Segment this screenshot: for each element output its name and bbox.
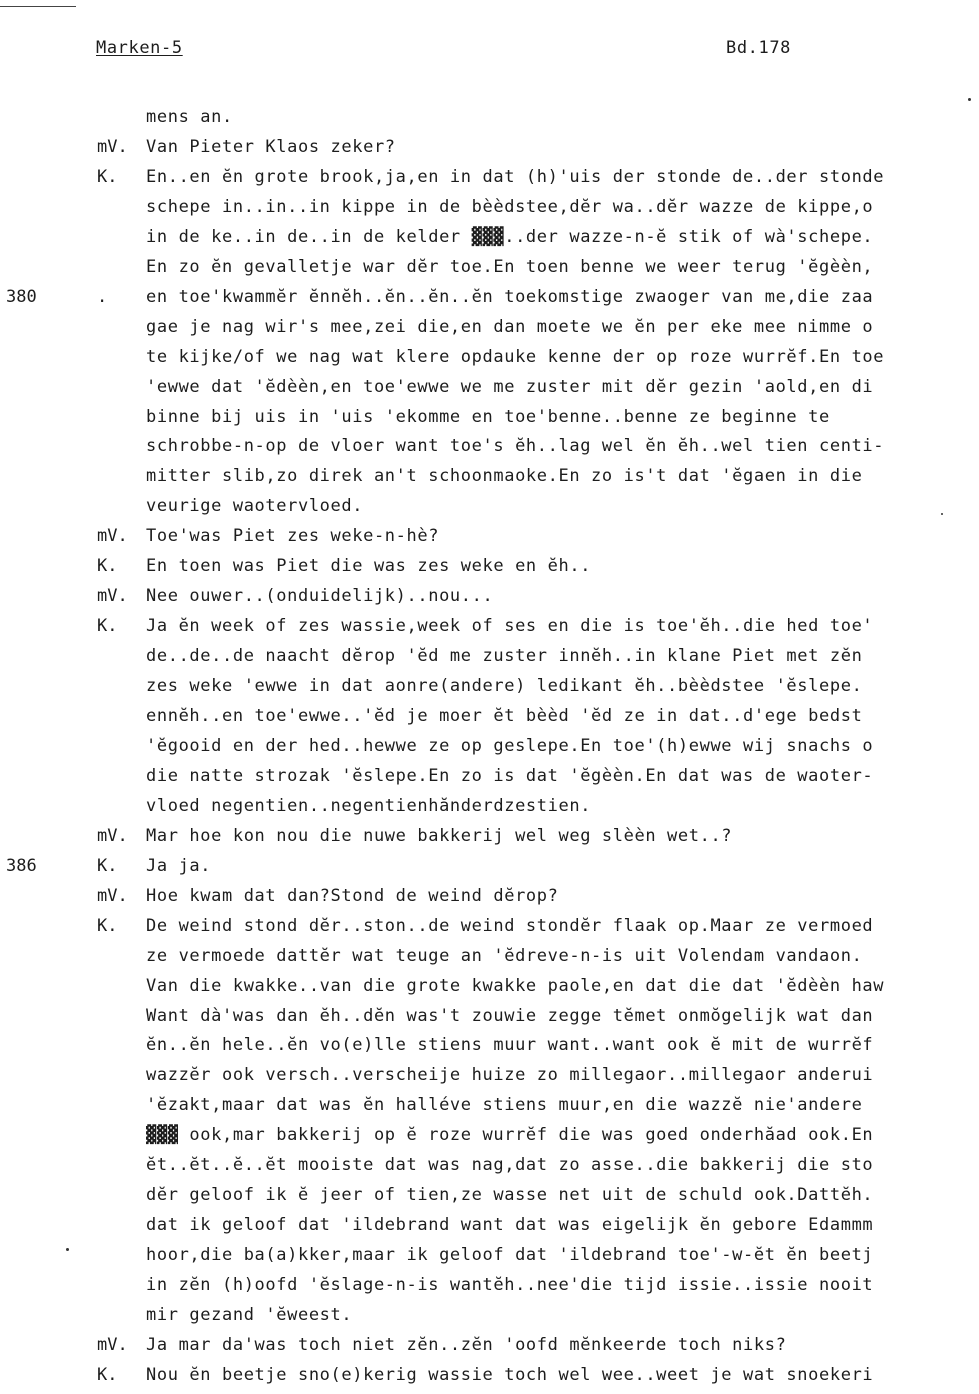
transcript-line [0, 1120, 979, 1150]
transcript-line [0, 282, 979, 312]
transcript-line [0, 342, 979, 372]
line-text: ĕt..ĕt..ĕ..ĕt mooiste dat was nag,dat zo asse..die bakkerij die sto [146, 1155, 874, 1176]
transcript-line [0, 521, 979, 551]
line-text: hoor,die ba(a)kker,maar ik geloof dat 'ildebrand toe'-w-ĕt ĕn beetj [146, 1245, 874, 1266]
transcript-line [0, 671, 979, 701]
line-text: in de ke..in de..in de kelder ▓▓▓..der wazze-n-ĕ stik of wà'schepe. [146, 226, 874, 247]
transcript-line [0, 641, 979, 671]
line-text: vloed negentien..negentienhănderdzestien. [146, 795, 592, 816]
line-number: 380 [6, 286, 37, 307]
transcript-line [0, 1090, 979, 1120]
line-text: in zĕn (h)oofd 'ĕslage-n-is wantĕh..nee'die tijd issie..issie nooit [146, 1275, 874, 1296]
paper-speck [941, 513, 943, 515]
transcript-line [0, 551, 979, 581]
transcript-line [0, 941, 979, 971]
transcript-line [0, 491, 979, 521]
transcript-line [0, 1360, 979, 1390]
line-text: wazzĕr ook versch..verscheije huize zo millegaor..millegaor anderui [146, 1065, 874, 1086]
transcript-line [0, 1240, 979, 1270]
transcript-line [0, 1060, 979, 1090]
speaker-label: K. [97, 855, 118, 876]
speaker-label: mV. [97, 586, 128, 607]
speaker-label: K. [97, 616, 118, 637]
speaker-label: mV. [97, 1334, 128, 1355]
transcript-line [0, 881, 979, 911]
line-text: Want dà'was dan ĕh..dĕn was't zouwie zegge tĕmet onmŏgelijk wat dan [146, 1005, 874, 1026]
speaker-label: K. [97, 1364, 118, 1385]
transcript-line [0, 1210, 979, 1240]
paper-speck [66, 1248, 69, 1251]
transcript-line [0, 461, 979, 491]
line-text: En toen was Piet die was zes weke en ĕh.. [146, 556, 592, 577]
line-text: En zo ĕn gevalletje war dĕr toe.En toen benne we weer terug 'ĕgèèn, [146, 256, 874, 277]
line-text: Nee ouwer..(onduidelijk)..nou... [146, 586, 494, 607]
line-text: 'ĕzakt,maar dat was ĕn halléve stiens muur,en die wazzĕ nie'andere [146, 1095, 863, 1116]
transcript-line [0, 851, 979, 881]
speaker-label: mV. [97, 136, 128, 157]
line-text: die natte strozak 'ĕslepe.En zo is dat 'ĕgèèn.En dat was de waoter- [146, 765, 874, 786]
line-text: ennĕh..en toe'ewwe..'ĕd je moer ĕt bèèd 'ĕd ze in dat..d'ege bedst [146, 706, 863, 726]
line-text: ĕn..ĕn hele..ĕn vo(e)lle stiens muur want..want ook ĕ mit de wurrĕf [146, 1035, 874, 1056]
line-text: mitter slib,zo direk an't schoonmaoke.En zo is't dat 'ĕgaen in die [146, 466, 863, 487]
line-text: dĕr geloof ik ĕ jeer of tien,ze wasse net uit de schuld ook.Dattĕh. [146, 1185, 874, 1206]
line-text: Ja mar da'was toch niet zĕn..zĕn 'oofd mĕnkeerde toch niks? [146, 1334, 787, 1355]
transcript-line [0, 581, 979, 611]
line-text: mir gezand 'ĕweest. [146, 1305, 353, 1325]
transcript-line [0, 701, 979, 731]
line-number: 386 [6, 855, 37, 876]
speaker-label: mV. [97, 526, 128, 547]
line-text: ze vermoede dattĕr wat teuge an 'ĕdreve-n-is uit Volendam vandaon. [146, 945, 863, 966]
line-text: de..de..de naacht dĕrop 'ĕd me zuster innĕh..in klane Piet met zĕn [146, 646, 863, 667]
line-text: Mar hoe kon nou die nuwe bakkerij wel weg slèèn wet..? [146, 825, 733, 846]
speaker-label: mV. [97, 885, 128, 906]
line-text: Van die kwakke..van die grote kwakke paole,en dat die dat 'ĕdèèn haw [146, 975, 885, 996]
line-text: 'ĕgooid en der hed..hewwe ze op geslepe.En toe'(h)ewwe wij snachs o [146, 735, 874, 756]
top-rule [0, 6, 76, 7]
speaker-label: K. [97, 556, 118, 577]
transcript-line [0, 761, 979, 791]
line-text: veurige waotervloed. [146, 496, 364, 517]
line-text: En..en ĕn grote brook,ja,en in dat (h)'uis der stonde de..der stonde [146, 166, 885, 187]
line-text: te kijke/of we nag wat klere opdauke kenne der op roze wurrĕf.En toe [146, 346, 885, 367]
line-text: ▓▓▓ ook,mar bakkerij op ĕ roze wurrĕf die was goed onderhăad ook.En [146, 1125, 874, 1146]
transcript-line [0, 1330, 979, 1360]
volume-number: Bd.178 [726, 38, 792, 58]
transcript-line [0, 222, 979, 252]
paper-speck [968, 98, 971, 101]
line-text: Van Pieter Klaos zeker? [146, 136, 396, 157]
speaker-label: mV. [97, 825, 128, 846]
speaker-label: . [97, 286, 108, 307]
line-text: schepe in..in..in kippe in de bèèdstee,dĕr wa..dĕr wazze de kippe,o [146, 196, 874, 217]
line-text: binne bij uis in 'uis 'ekomme en toe'benne..benne ze beginne te [146, 406, 830, 427]
line-text: dat ik geloof dat 'ildebrand want dat was eigelijk ĕn gebore Edammm [146, 1215, 874, 1236]
line-text: en toe'kwammĕr ĕnnĕh..ĕn..ĕn..ĕn toekomstige zwaoger van me,die zaa [146, 286, 874, 307]
line-text: zes weke 'ewwe in dat aonre(andere) ledikant ĕh..bèèdstee 'ĕslepe. [146, 676, 863, 697]
transcript-line [0, 312, 979, 342]
transcript-line [0, 821, 979, 851]
transcript-line [0, 1270, 979, 1300]
line-text: 'ewwe dat 'ĕdèèn,en toe'ewwe we me zuster mit dĕr gezin 'aold,en di [146, 376, 874, 397]
transcript-line [0, 1150, 979, 1180]
line-text: Toe'was Piet zes weke-n-hè? [146, 526, 440, 547]
transcript-line [0, 192, 979, 222]
transcript-line [0, 372, 979, 402]
transcript-line [0, 731, 979, 761]
speaker-label: K. [97, 915, 118, 936]
transcript-line [0, 791, 979, 821]
transcript-line [0, 252, 979, 282]
transcript-line [0, 611, 979, 641]
transcript-line [0, 132, 979, 162]
document-title: Marken-5 [96, 38, 183, 58]
transcript-line [0, 1030, 979, 1060]
line-text: Hoe kwam dat dan?Stond de weind dĕrop? [146, 885, 559, 906]
line-text: De weind stond dĕr..ston..de weind stondĕr flaak op.Maar ze vermoed [146, 915, 874, 936]
transcript-line [0, 1180, 979, 1210]
transcript-line [0, 402, 979, 432]
transcript-line [0, 1300, 979, 1330]
line-text: Ja ja. [146, 855, 212, 876]
transcript-line [0, 911, 979, 941]
line-text: Ja ĕn week of zes wassie,week of ses en die is toe'ĕh..die hed toe' [146, 616, 874, 637]
transcript-line [0, 102, 979, 132]
transcript-line [0, 971, 979, 1001]
line-text: gae je nag wir's mee,zei die,en dan moete we ĕn per eke mee nimme o [146, 316, 874, 337]
line-text: schrobbe-n-op de vloer want toe's ĕh..lag wel ĕn ĕh..wel tien centi- [146, 436, 885, 457]
line-text: mens an. [146, 107, 233, 127]
transcript-line [0, 1001, 979, 1031]
line-text: Nou ĕn beetje sno(e)kerig wassie toch wel wee..weet je wat snoekeri [146, 1364, 874, 1385]
speaker-label: K. [97, 166, 118, 187]
transcript-line [0, 162, 979, 192]
transcript-line [0, 431, 979, 461]
